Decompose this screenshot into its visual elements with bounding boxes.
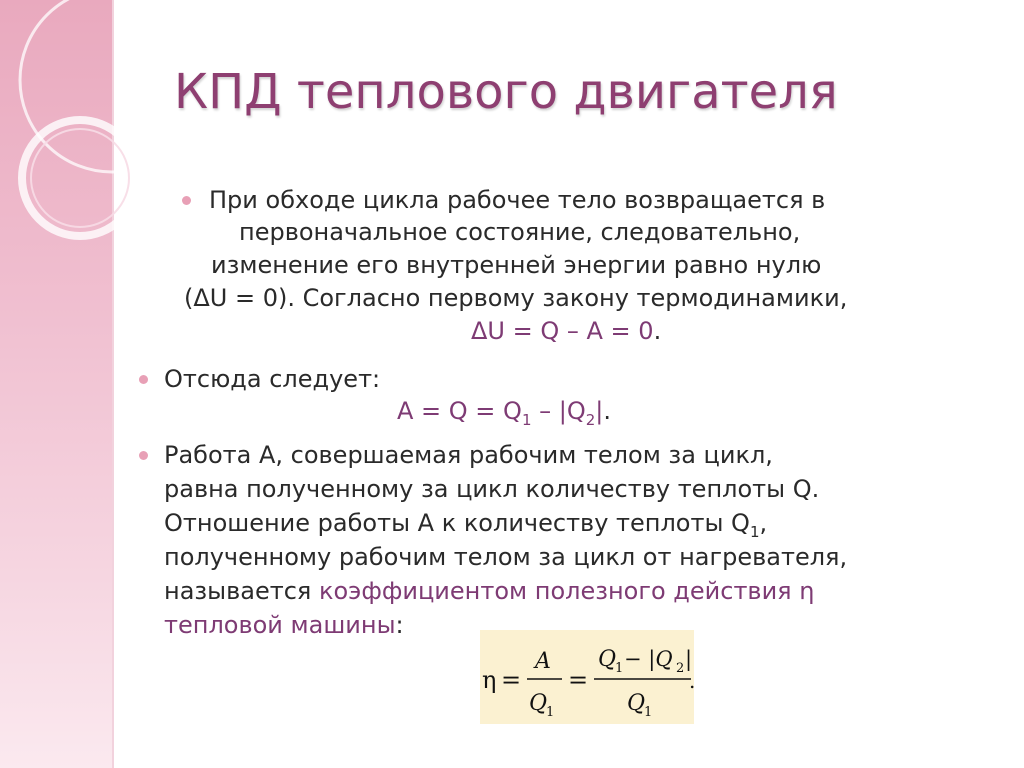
bullet-1-line-4: (ΔU = 0). Согласно первому закону термодинамики, [184,284,848,312]
delta-u-equation: ΔU = Q – A = 0 [471,317,654,345]
bullet-3-line-5 [164,576,814,606]
slide-title: КПД теплового двигателя [174,64,838,120]
work-equation-part-2: – |Q [531,397,586,425]
formula-numerator-q1: Q [598,647,617,672]
work-equation-part-3: | [595,397,604,425]
bullet-3-line-5-prefix: называется [164,577,319,605]
work-equation-sub-2: 2 [585,410,596,429]
bullet-3-dot [139,451,148,460]
bullet-3-line-3-sub: 1 [749,522,760,541]
equation-period: . [653,317,662,345]
bullet-3-line-1: Работа A, совершаемая рабочим телом за цикл, [164,441,773,469]
bullet-3-line-6 [164,610,404,640]
formula-denominator-q: Q [529,691,548,716]
efficiency-term: коэффициентом полезного действия η [318,577,815,605]
bullet-3-line-4: полученному рабочим телом за цикл от нагревателя, [164,543,848,571]
heat-engine-term: тепловой машины [164,611,396,639]
efficiency-formula [480,630,694,724]
formula-numerator-abs-close: | [685,647,693,671]
bullet-2-equation [397,396,611,429]
work-equation-sub-1: 1 [521,410,532,429]
formula-numerator-q1-sub: 1 [615,661,624,676]
work-equation-period: . [603,397,611,425]
bullet-3-line-3-text: Отношение работы A к количеству теплоты Q [164,509,750,537]
bullet-3-line-6-colon: : [395,611,404,639]
bullet-1-line-2: первоначальное состояние, следовательно, [239,218,801,246]
work-equation-part-1: A = Q = Q [397,397,522,425]
formula-equals-2: = [568,666,589,694]
bullet-2-text: Отсюда следует: [164,365,381,393]
formula-numerator-q2-sub: 2 [676,661,685,676]
deco-circle-small [22,120,138,236]
bullet-3-line-3-comma: , [759,509,768,537]
bullet-3-line-3 [164,508,768,541]
bullet-3-line-2: равна полученному за цикл количеству теплоты Q. [164,475,820,503]
efficiency-formula-graphic [480,630,694,724]
formula-denominator-q1: Q [627,691,646,716]
bullet-1-dot [182,196,191,205]
formula-equals-1: = [501,666,522,694]
deco-circle-inner [31,129,129,227]
decorative-circles [0,0,130,320]
formula-numerator-a: A [535,649,551,674]
formula-numerator-minus-abs-q2: − |Q [624,647,673,671]
formula-period: . [689,669,696,693]
bullet-2-dot [139,375,148,384]
formula-denominator-sub: 1 [546,705,555,720]
bullet-1-equation [471,316,661,346]
bullet-1-line-3: изменение его внутренней энергии равно нулю [211,251,822,279]
bullet-1-line-1: При обходе цикла рабочее тело возвращается в [209,186,826,214]
formula-denominator-q1-sub: 1 [644,705,653,720]
formula-eta: η [482,666,497,694]
